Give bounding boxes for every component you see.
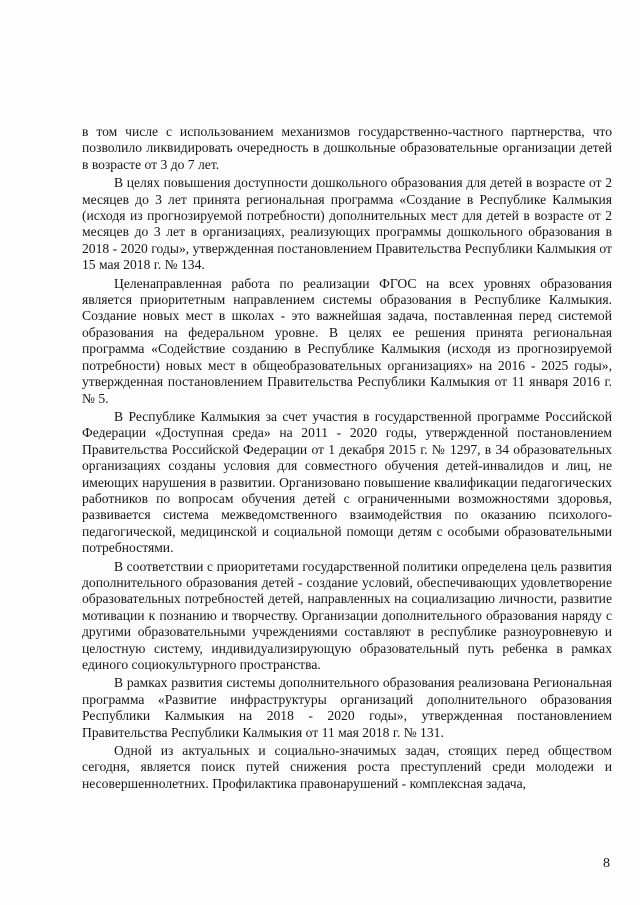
paragraph-7: Одной из актуальных и социально-значимых задач, стоящих перед обществом сегодня, является поиск путей снижения роста преступлений среди молодежи и несовершеннолетних. Профилактика правонарушений - комплексная задача, bbox=[82, 743, 612, 791]
paragraph-2: В целях повышения доступности дошкольного образования для детей в возрасте от 2 месяцев до 3 лет принята региональная программа «Создание в Республике Калмыкия (исходя из прогнозируемой потребности) дополнительных мест для детей в возрасте от 2 месяцев до 3 лет в организациях, реализующих программы дошкольного образования в 2018 - 2020 годы», утвержденная постановлением Правительства Республики Калмыкия от 15 мая 2018 г. № 134. bbox=[82, 175, 612, 273]
paragraph-6: В рамках развития системы дополнительного образования реализована Региональная программа «Развитие инфраструктуры организаций дополнительного образования Республики Калмыкия на 2018 - 2020 годы», утвержденная постановлением Правительства Республики Калмыкия от 11 мая 2018 г. № 131. bbox=[82, 675, 612, 740]
paragraph-3: Целенаправленная работа по реализации ФГОС на всех уровнях образования является приоритетным направлением системы образования в Республике Калмыкия. Создание новых мест в школах - это важнейшая задача, поставленная перед системой образования на федеральном уровне. В целях ее решения принята региональная программа «Содействие созданию в Республике Калмыкия (исходя из прогнозируемой потребности) новых мест в общеобразовательных организациях» на 2016 - 2025 годы», утвержденная постановлением Правительства Республики Калмыкия от 11 января 2016 г. № 5. bbox=[82, 275, 612, 406]
paragraph-4: В Республике Калмыкия за счет участия в государственной программе Российской Федерации «Доступная среда» на 2011 - 2020 годы, утвержденной постановлением Правительства Российской Федерации от 1 декабря 2015 г. № 1297, в 34 образовательных организациях созданы условия для совместного обучения детей-инвалидов и лиц, не имеющих нарушения в развитии. Организовано повышение квалификации педагогических работников по вопросам обучения детей с ограниченными возможностями здоровья, развивается система межведомственного взаимодействия по оказанию психолого-педагогической, медицинской и социальной помощи детям с особыми образовательными потребностями. bbox=[82, 408, 612, 556]
body-text bbox=[82, 124, 612, 794]
paragraph-5: В соответствии с приоритетами государственной политики определена цель развития дополнительного образования детей - создание условий, обеспечивающих удовлетворение образовательных потребностей детей, направленных на социализацию личности, развитие мотивации к познанию и творчеству. Организации дополнительного образования наряду с другими образовательными учреждениями составляют в республике разноуровневую и целостную систему, индивидуализирующую образовательный путь ребенка в рамках единого социокультурного пространства. bbox=[82, 558, 612, 672]
paragraph-1: в том числе с использованием механизмов государственно-частного партнерства, что позволило ликвидировать очередность в дошкольные образовательные организации детей в возрасте от 3 до 7 лет. bbox=[82, 124, 612, 172]
page-number: 8 bbox=[603, 856, 610, 871]
